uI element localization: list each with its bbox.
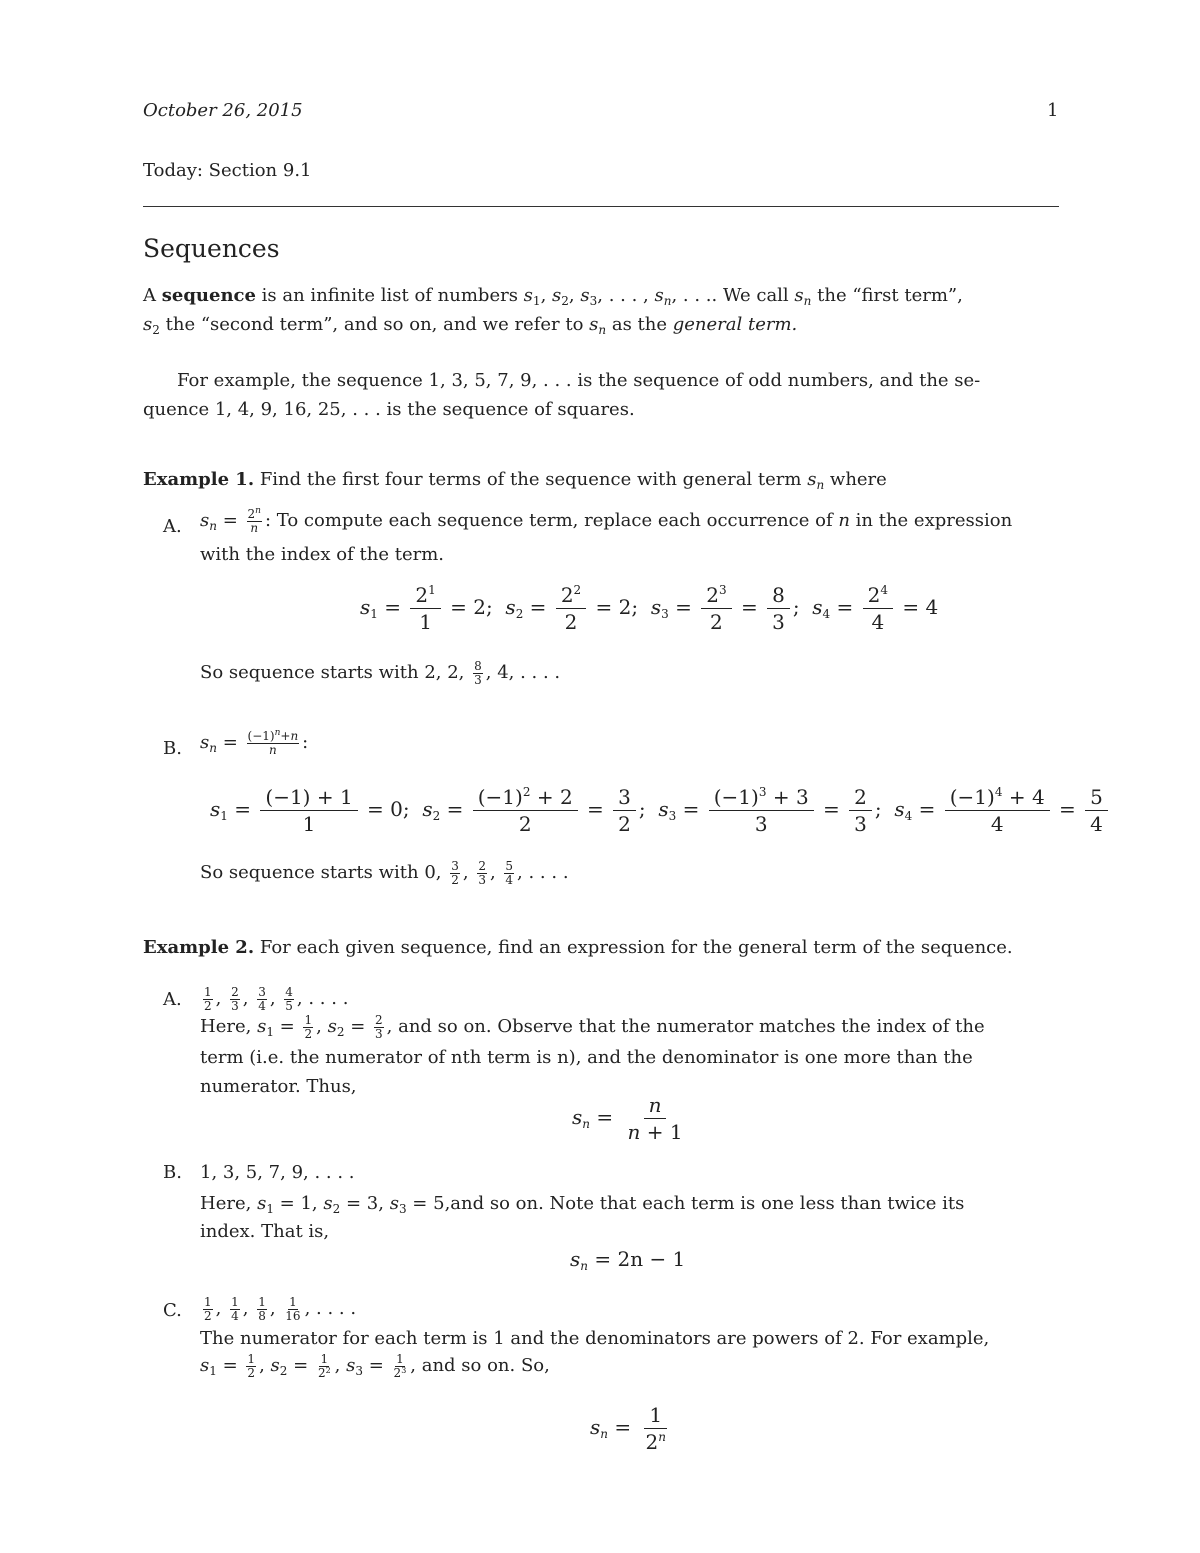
- example2-c-formula: $s_n$ = $\frac{1}{2^n}$: [590, 1403, 666, 1454]
- intro-para-2-line-1: For example, the sequence 1, 3, 5, 7, 9, . . . is the sequence of odd numbers, and the se-: [177, 370, 981, 391]
- example2-a-line-3: numerator. Thus,: [200, 1076, 357, 1097]
- example2-b-line-2: index. That is,: [200, 1221, 330, 1242]
- example2-heading: Example 2. For each given sequence, find an expression for the general term of the sequence.: [143, 937, 1013, 958]
- example2-b-formula: $s_n = 2n - 1$: [570, 1247, 686, 1273]
- example1-a-line-1: $s_n$ = $\frac{2^n}{n}$ : To compute each sequence term, replace each occurrence of n in the expression: [200, 506, 1013, 535]
- example2-a-formula: $s_n$ = $\frac{n}{n + 1}$: [572, 1093, 683, 1144]
- intro-para-2-line-2: quence 1, 4, 9, 16, 25, . . . is the sequence of squares.: [143, 399, 635, 420]
- example2-c-line-2: $s_1$ = $\frac{1}{2}$ , $s_2$ = $\frac{1}{2^2}$ , $s_3$ = $\frac{1}{2^3}$ , and so on. So,: [200, 1352, 550, 1380]
- example1-a-line-2: with the index of the term.: [200, 544, 445, 565]
- example2-b-sequence: 1, 3, 5, 7, 9, . . . .: [200, 1162, 355, 1183]
- section-title: Sequences: [143, 234, 280, 263]
- example2-c-sequence: $\frac{1}{2}$ , $\frac{1}{4}$ , $\frac{1}{8}$ , $\frac{1}{16}$ , . . . .: [204, 1295, 357, 1323]
- example2-a-sequence: $\frac{1}{2}$ , $\frac{2}{3}$ , $\frac{3}{4}$ , $\frac{4}{5}$ , . . . .: [204, 985, 349, 1013]
- example1-heading: Example 1. Find the first four terms of the sequence with general term $s_n$ where: [143, 469, 887, 492]
- sequence-term: sequence: [161, 285, 256, 306]
- header-date: October 26, 2015: [143, 100, 303, 121]
- example2-a-label: A.: [163, 989, 182, 1010]
- example1-b-label: B.: [163, 738, 182, 759]
- today-section: Today: Section 9.1: [143, 160, 312, 181]
- example1-a-result: So sequence starts with 2, 2, $\frac{8}{3}$ , 4, . . . .: [200, 659, 561, 687]
- example2-c-line-1: The numerator for each term is 1 and the denominators are powers of 2. For example,: [200, 1328, 990, 1349]
- example2-a-line-2: term (i.e. the numerator of nth term is n), and the denominator is one more than the: [200, 1047, 973, 1068]
- example1-b-computation: $s_1$ = $\frac{(-1) + 1}{1}$ = 0; $s_2$ = $\frac{(-1)^2 + 2}{2}$ = $\frac{3}{2}$ ; $s_3$ = $\frac{(-1)^3 + 3}{3}$ = $\frac{2}{3}$ ; $s_4$ = $\frac{(-1)^4 + 4}{4}$ = $\frac{5}{4}$: [210, 784, 1111, 837]
- example1-b-result: So sequence starts with 0, $\frac{3}{2}$ , $\frac{2}{3}$ , $\frac{5}{4}$ , . . . .: [200, 859, 569, 887]
- example1-b-formula: $s_n$ = $\frac{(-1)^n+n}{n}$ :: [200, 728, 309, 757]
- example2-a-line-1: Here, $s_1$ = $\frac{1}{2}$ , $s_2$ = $\frac{2}{3}$ , and so on. Observe that the numerator matches the index of the: [200, 1013, 985, 1041]
- example2-b-label: B.: [163, 1162, 182, 1183]
- page-number: 1: [1047, 100, 1059, 121]
- example1-a-label: A.: [163, 516, 182, 537]
- intro-line-2: $s_2$ the “second term”, and so on, and we refer to $s_n$ as the general term.: [143, 314, 798, 337]
- header-rule: [143, 206, 1059, 207]
- example2-c-label: C.: [163, 1300, 182, 1321]
- example1-a-computation: $s_1$ = $\frac{2^1}{1}$ = 2; $s_2$ = $\frac{2^2}{2}$ = 2; $s_3$ = $\frac{2^3}{2}$ = $\frac{8}{3}$ ; $s_4$ = $\frac{2^4}{4}$ = 4: [360, 583, 939, 634]
- intro-line-1: A sequence is an infinite list of numbers $s_1$, $s_2$, $s_3$, . . . , $s_n$, . . .. We call $s_n$ the “first term”,: [143, 285, 963, 308]
- example2-b-line-1: Here, $s_1 = 1$, $s_2 = 3$, $s_3 = 5,and$ so on. Note that each term is one less than twice its: [200, 1193, 965, 1216]
